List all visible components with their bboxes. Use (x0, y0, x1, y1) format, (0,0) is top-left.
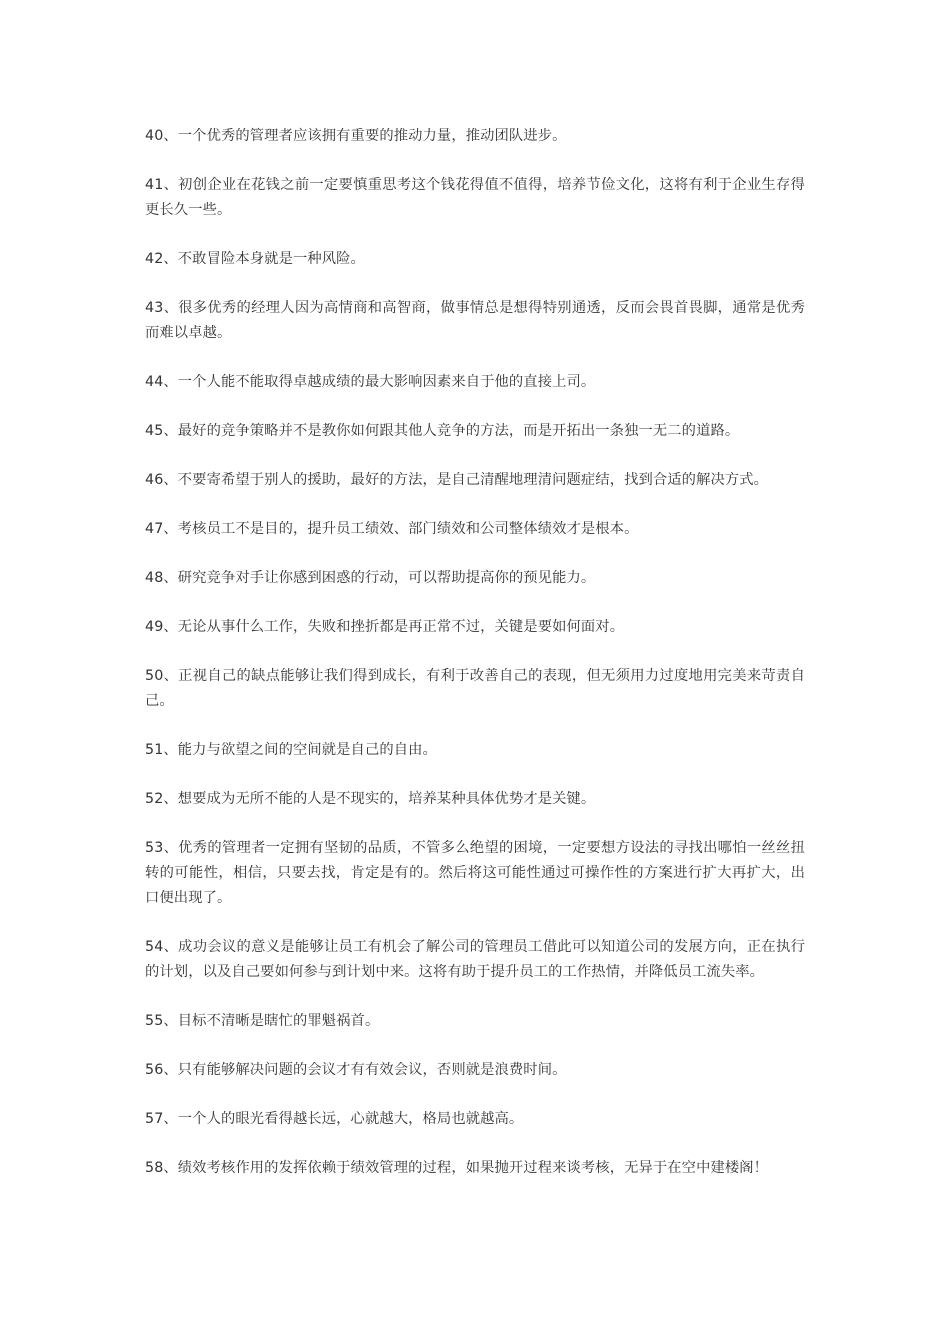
quote-item-52: 52、想要成为无所不能的人是不现实的，培养某种具体优势才是关键。 (145, 791, 596, 807)
quote-item-45: 45、最好的竞争策略并不是教你如何跟其他人竞争的方法，而是开拓出一条独一无二的道路。 (145, 423, 740, 439)
quote-item-49: 49、无论从事什么工作，失败和挫折都是再正常不过，关键是要如何面对。 (145, 619, 625, 635)
quote-item-55: 55、目标不清晰是瞎忙的罪魁祸首。 (145, 1013, 380, 1029)
quote-item-46: 46、不要寄希望于别人的援助，最好的方法，是自己清醒地理清问题症结，找到合适的解决方式。 (145, 472, 769, 488)
quote-item-51: 51、能力与欲望之间的空间就是自己的自由。 (145, 742, 437, 758)
quote-item-40: 40、一个优秀的管理者应该拥有重要的推动力量，推动团队进步。 (145, 128, 567, 144)
quote-item-57: 57、一个人的眼光看得越长远，心就越大，格局也就越高。 (145, 1111, 524, 1127)
quote-item-50: 50、正视自己的缺点能够让我们得到成长，有利于改善自己的表现，但无须用力过度地用完美来苛责自己。 (145, 668, 805, 709)
quote-list (145, 124, 805, 1205)
quote-item-56: 56、只有能够解决问题的会议才有有效会议，否则就是浪费时间。 (145, 1062, 567, 1078)
quote-item-42: 42、不敢冒险本身就是一种风险。 (145, 251, 365, 267)
quote-item-47: 47、考核员工不是目的，提升员工绩效、部门绩效和公司整体绩效才是根本。 (145, 521, 639, 537)
quote-item-58: 58、绩效考核作用的发挥依赖于绩效管理的过程，如果抛开过程来谈考核，无异于在空中建楼阁！ (145, 1160, 769, 1176)
quote-item-43: 43、很多优秀的经理人因为高情商和高智商，做事情总是想得特别通透，反而会畏首畏脚，通常是优秀而难以卓越。 (145, 300, 805, 341)
quote-item-54: 54、成功会议的意义是能够让员工有机会了解公司的管理员工借此可以知道公司的发展方向，正在执行的计划，以及自己要如何参与到计划中来。这将有助于提升员工的工作热情，并降低员工流失率。 (145, 939, 805, 980)
quote-item-44: 44、一个人能不能取得卓越成绩的最大影响因素来自于他的直接上司。 (145, 374, 596, 390)
quote-item-53: 53、优秀的管理者一定拥有坚韧的品质，不管多么绝望的困境，一定要想方设法的寻找出哪怕一丝丝扭转的可能性，相信，只要去找，肯定是有的。然后将这可能性通过可操作性的方案进行扩大再扩大，出口便出现了。 (145, 840, 805, 906)
quote-item-48: 48、研究竞争对手让你感到困惑的行动，可以帮助提高你的预见能力。 (145, 570, 596, 586)
quote-item-41: 41、初创企业在花钱之前一定要慎重思考这个钱花得值不值得，培养节俭文化，这将有利于企业生存得更长久一些。 (145, 177, 805, 218)
